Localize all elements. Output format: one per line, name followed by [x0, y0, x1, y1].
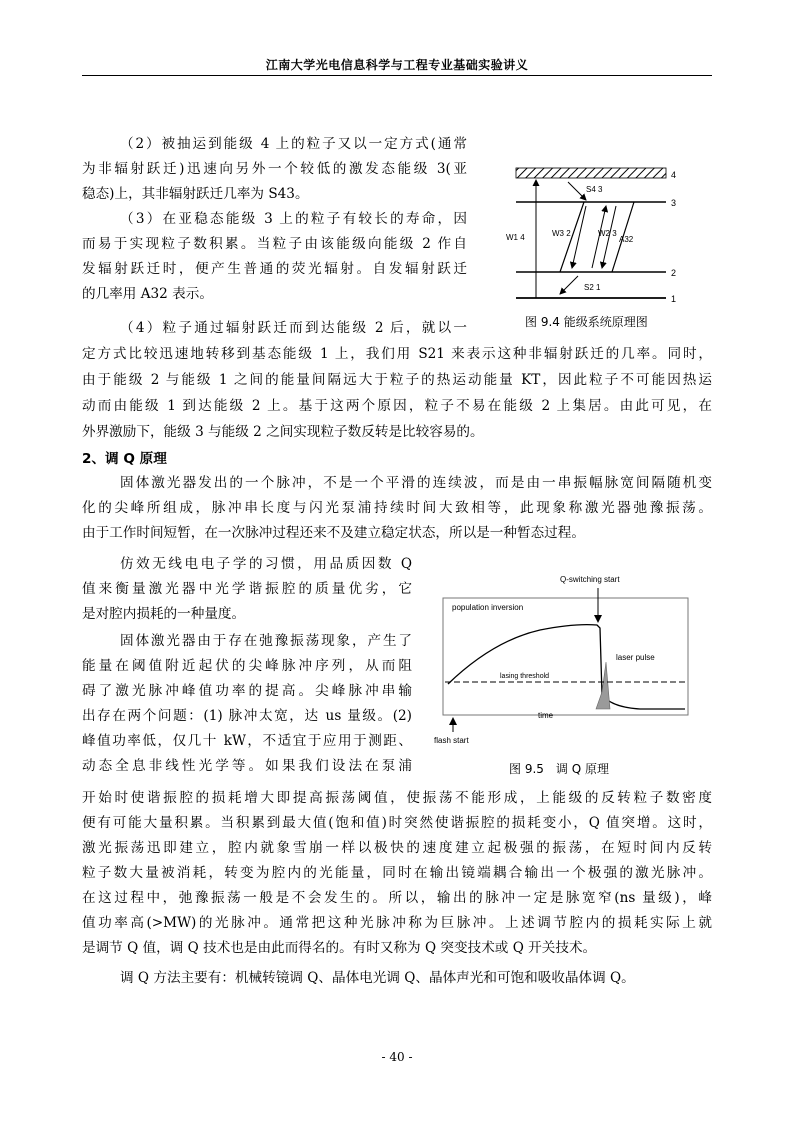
p6-line-3: 是对腔内损耗的一种量度。 [82, 606, 246, 622]
label-w23: W2 3 [598, 229, 617, 238]
p5-line-3: 由于工作时间短暂，在一次脉冲过程还来不及建立稳定状态，所以是一种暂态过程。 [82, 525, 585, 541]
page-number: - 40 - [381, 1050, 413, 1064]
p6-line-1: 仿效无线电电子学的习惯，用品质因数 Q [120, 556, 412, 572]
label-s21: S2 1 [584, 283, 601, 292]
label-a32: A32 [619, 235, 634, 244]
s43-arrow [568, 182, 586, 200]
p7-line-1: 固体激光器由于存在弛豫振荡现象，产生了 [120, 633, 412, 649]
p7-line-5: 峰值功率低，仅几十 kW，不适宜于应用于测距、 [82, 733, 412, 749]
population-inversion-label: population inversion [452, 603, 524, 612]
p2-line-2: 为非辐射跃迁)迅速向另外一个较低的激发态能级 3(亚 [82, 161, 467, 177]
p4-line-1: （4）粒子通过辐射跃迁而到达能级 2 后，就以一 [120, 320, 467, 336]
p4-line-4: 动而由能级 1 到达能级 2 上。基于这两个原因，粒子不易在能级 2 上集居。由此可见，在 [82, 398, 712, 414]
p7-line-3: 碍了激光脉冲峰值功率的提高。尖峰脉冲串输 [82, 683, 412, 699]
section-heading: 2、调 Q 原理 [82, 451, 167, 467]
p7-line-12: 值功率高(>MW)的光脉冲。通常把这种光脉冲称为巨脉冲。上述调节腔内的损耗实际上就 [82, 915, 712, 931]
level-label-1: 1 [671, 294, 677, 304]
p8-line-1: 调 Q 方法主要有：机械转镜调 Q、晶体电光调 Q、晶体声光和可饱和吸收晶体调 Q。 [120, 970, 635, 986]
level-label-3: 3 [671, 198, 677, 208]
p6-line-2: 值来衡量激光器中光学谐振腔的质量优劣，它 [82, 581, 412, 597]
time-axis-label: time [538, 711, 554, 720]
header-rule [82, 75, 712, 76]
label-w32: W3 2 [552, 229, 571, 238]
p7-line-7: 开始时使谐振腔的损耗增大即提高振荡阈值，使振荡不能形成，上能级的反转粒子数密度 [82, 790, 712, 806]
energy-level-diagram [488, 164, 688, 307]
laser-pulse-label: laser pulse [616, 653, 655, 662]
flash-start-label: flash start [434, 736, 469, 745]
p7-line-9: 激光振荡迅即建立，腔内就象雪崩一样以极快的速度建立起极强的振荡，在短时间内反转 [82, 840, 712, 856]
level-label-4: 4 [671, 170, 677, 180]
q-switching-diagram [430, 570, 700, 750]
p2-line-1: （2）被抽运到能级 4 上的粒子又以一定方式(通常 [120, 136, 467, 152]
p7-line-4: 出存在两个问题：(1) 脉冲太宽，达 us 量级。(2) [82, 708, 412, 724]
label-w14: W1 4 [506, 233, 525, 242]
p3-line-2: 而易于实现粒子数积累。当粒子由该能级向能级 2 作自 [82, 236, 467, 252]
p7-line-11: 在这过程中，弛豫振荡一般是不会发生的。所以，输出的脉冲一定是脉宽窄(ns 量级)，峰 [82, 890, 712, 906]
p7-line-2: 能量在阈值附近起伏的尖峰脉冲序列，从而阻 [82, 658, 412, 674]
p4-line-3: 由于能级 2 与能级 1 之间的能量间隔远大于粒子的热运动能量 KT，因此粒子不可能因热运 [82, 372, 712, 388]
p2-line-3: 稳态)上，其非辐射跃迁几率为 S43。 [82, 186, 309, 202]
q-switching-start-label: Q-switching start [560, 575, 620, 584]
p7-line-8: 便有可能大量积累。当积累到最大值(饱和值)时突然使谐振腔的损耗变小，Q 值突增。这时， [82, 815, 712, 831]
p3-line-1: （3）在亚稳态能级 3 上的粒子有较长的寿命，因 [120, 211, 467, 227]
p3-line-4: 的几率用 A32 表示。 [82, 286, 213, 302]
p5-line-2: 化的尖峰所组成，脉冲串长度与闪光泵浦持续时间大致相等，此现象称激光器弛豫振荡。 [82, 500, 712, 516]
s21-arrow [560, 276, 578, 294]
figure-9-5-caption: 图 9.5 调 Q 原理 [509, 762, 609, 776]
figure-9-4-caption: 图 9.4 能级系统原理图 [525, 315, 648, 329]
level-4-band [516, 168, 666, 178]
level-label-2: 2 [671, 268, 677, 278]
p3-line-3: 发辐射跃迁时，便产生普通的荧光辐射。自发辐射跃迁 [82, 261, 467, 277]
p4-line-5: 外界激励下，能级 3 与能级 2 之间实现粒子数反转是比较容易的。 [82, 424, 484, 440]
header-title: 江南大学光电信息科学与工程专业基础实验讲义 [265, 58, 529, 72]
p7-line-10: 粒子数大量被消耗，转变为腔内的光能量，同时在输出镜端耦合输出一个极强的激光脉冲。 [82, 865, 712, 881]
p7-line-13: 是调节 Q 值，调 Q 技术也是由此而得名的。有时又称为 Q 突变技术或 Q 开关技术。 [82, 940, 597, 956]
label-s43: S4 3 [586, 185, 603, 194]
p5-line-1: 固体激光器发出的一个脉冲，不是一个平滑的连续波，而是由一串振幅脉宽间隔随机变 [120, 475, 712, 491]
lasing-threshold-label: lasing threshold [500, 673, 550, 680]
p7-line-6: 动态全息非线性光学等。如果我们设法在泵浦 [82, 758, 412, 774]
p4-line-2: 定方式比较迅速地转移到基态能级 1 上，我们用 S21 来表示这种非辐射跃迁的几率。同时， [82, 346, 712, 362]
